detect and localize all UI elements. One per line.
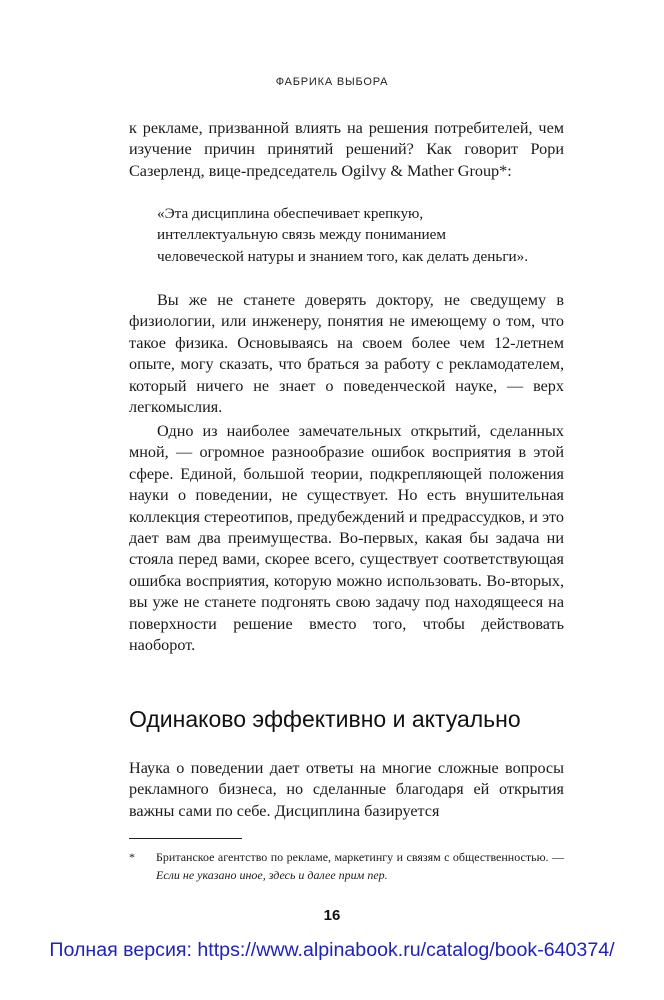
full-version-link[interactable]: Полная версия: https://www.alpinabook.ru/catalog/book-640374/ bbox=[49, 939, 615, 961]
footnote-body bbox=[156, 848, 564, 884]
paragraph-section bbox=[129, 758, 564, 822]
paragraph-top-text: к рекламе, призванной влиять на решения потребителей, чем изучение причин принятий решений? Как говорит Рори Сазерленд, вице-председатель Ogilvy & Mather Group*: bbox=[129, 119, 564, 180]
footnote-divider bbox=[129, 838, 242, 839]
footnote-translator-note: Если не указано иное, здесь и далее прим пер. bbox=[156, 868, 388, 882]
paragraph-section-text: Наука о поведении дает ответы на многие сложные вопросы рекламного бизнеса, но сделанные благодаря ей открытия важны сами по себе. Дисциплина базируется bbox=[129, 759, 564, 820]
page-number: 16 bbox=[323, 907, 341, 924]
footnote bbox=[129, 848, 564, 884]
paragraph-doctor bbox=[129, 290, 564, 418]
paragraph-top bbox=[129, 118, 564, 182]
paragraph-discoveries-text: Одно из наиболее замечательных открытий, сделанных мной, — огромное разнообразие ошибок восприятия в этой сфере. Единой, большой теории, подкрепляющей положения науки о поведении, не существует. Но есть внушительная коллекция стереотипов, предубеждений и предрассудков, и это дает вам два преимущества. Во-первых, какая бы задача ни стояла перед вами, скорее всего, существует соответствующая ошибка восприятия, которую можно использовать. Во-вторых, вы уже не станете подгонять свою задачу под находящееся на поверхности решение вместо того, чтобы действовать наоборот. bbox=[129, 422, 564, 655]
section-heading: Одинаково эффективно и актуально bbox=[129, 706, 521, 732]
footnote-marker: * bbox=[129, 850, 135, 864]
blockquote: «Эта дисциплина обеспечивает крепкую, интеллектуальную связь между пониманием человеческой натуры и знанием того, как делать деньги». bbox=[157, 205, 529, 265]
footnote-text: Британское агентство по рекламе, маркетингу и связям с общественностью. — bbox=[156, 850, 564, 864]
paragraph-discoveries bbox=[129, 421, 564, 656]
running-head: ФАБРИКА ВЫБОРА bbox=[275, 76, 389, 88]
paragraph-doctor-text: Вы же не станете доверять доктору, не сведущему в физиологии, или инженеру, понятия не имеющему о том, что такое физика. Основываясь на своем более чем 12-летнем опыте, могу сказать, что браться за работу с рекламодателем, который ничего не знает о поведенческой науке, — верх легкомыслия. bbox=[129, 291, 564, 417]
